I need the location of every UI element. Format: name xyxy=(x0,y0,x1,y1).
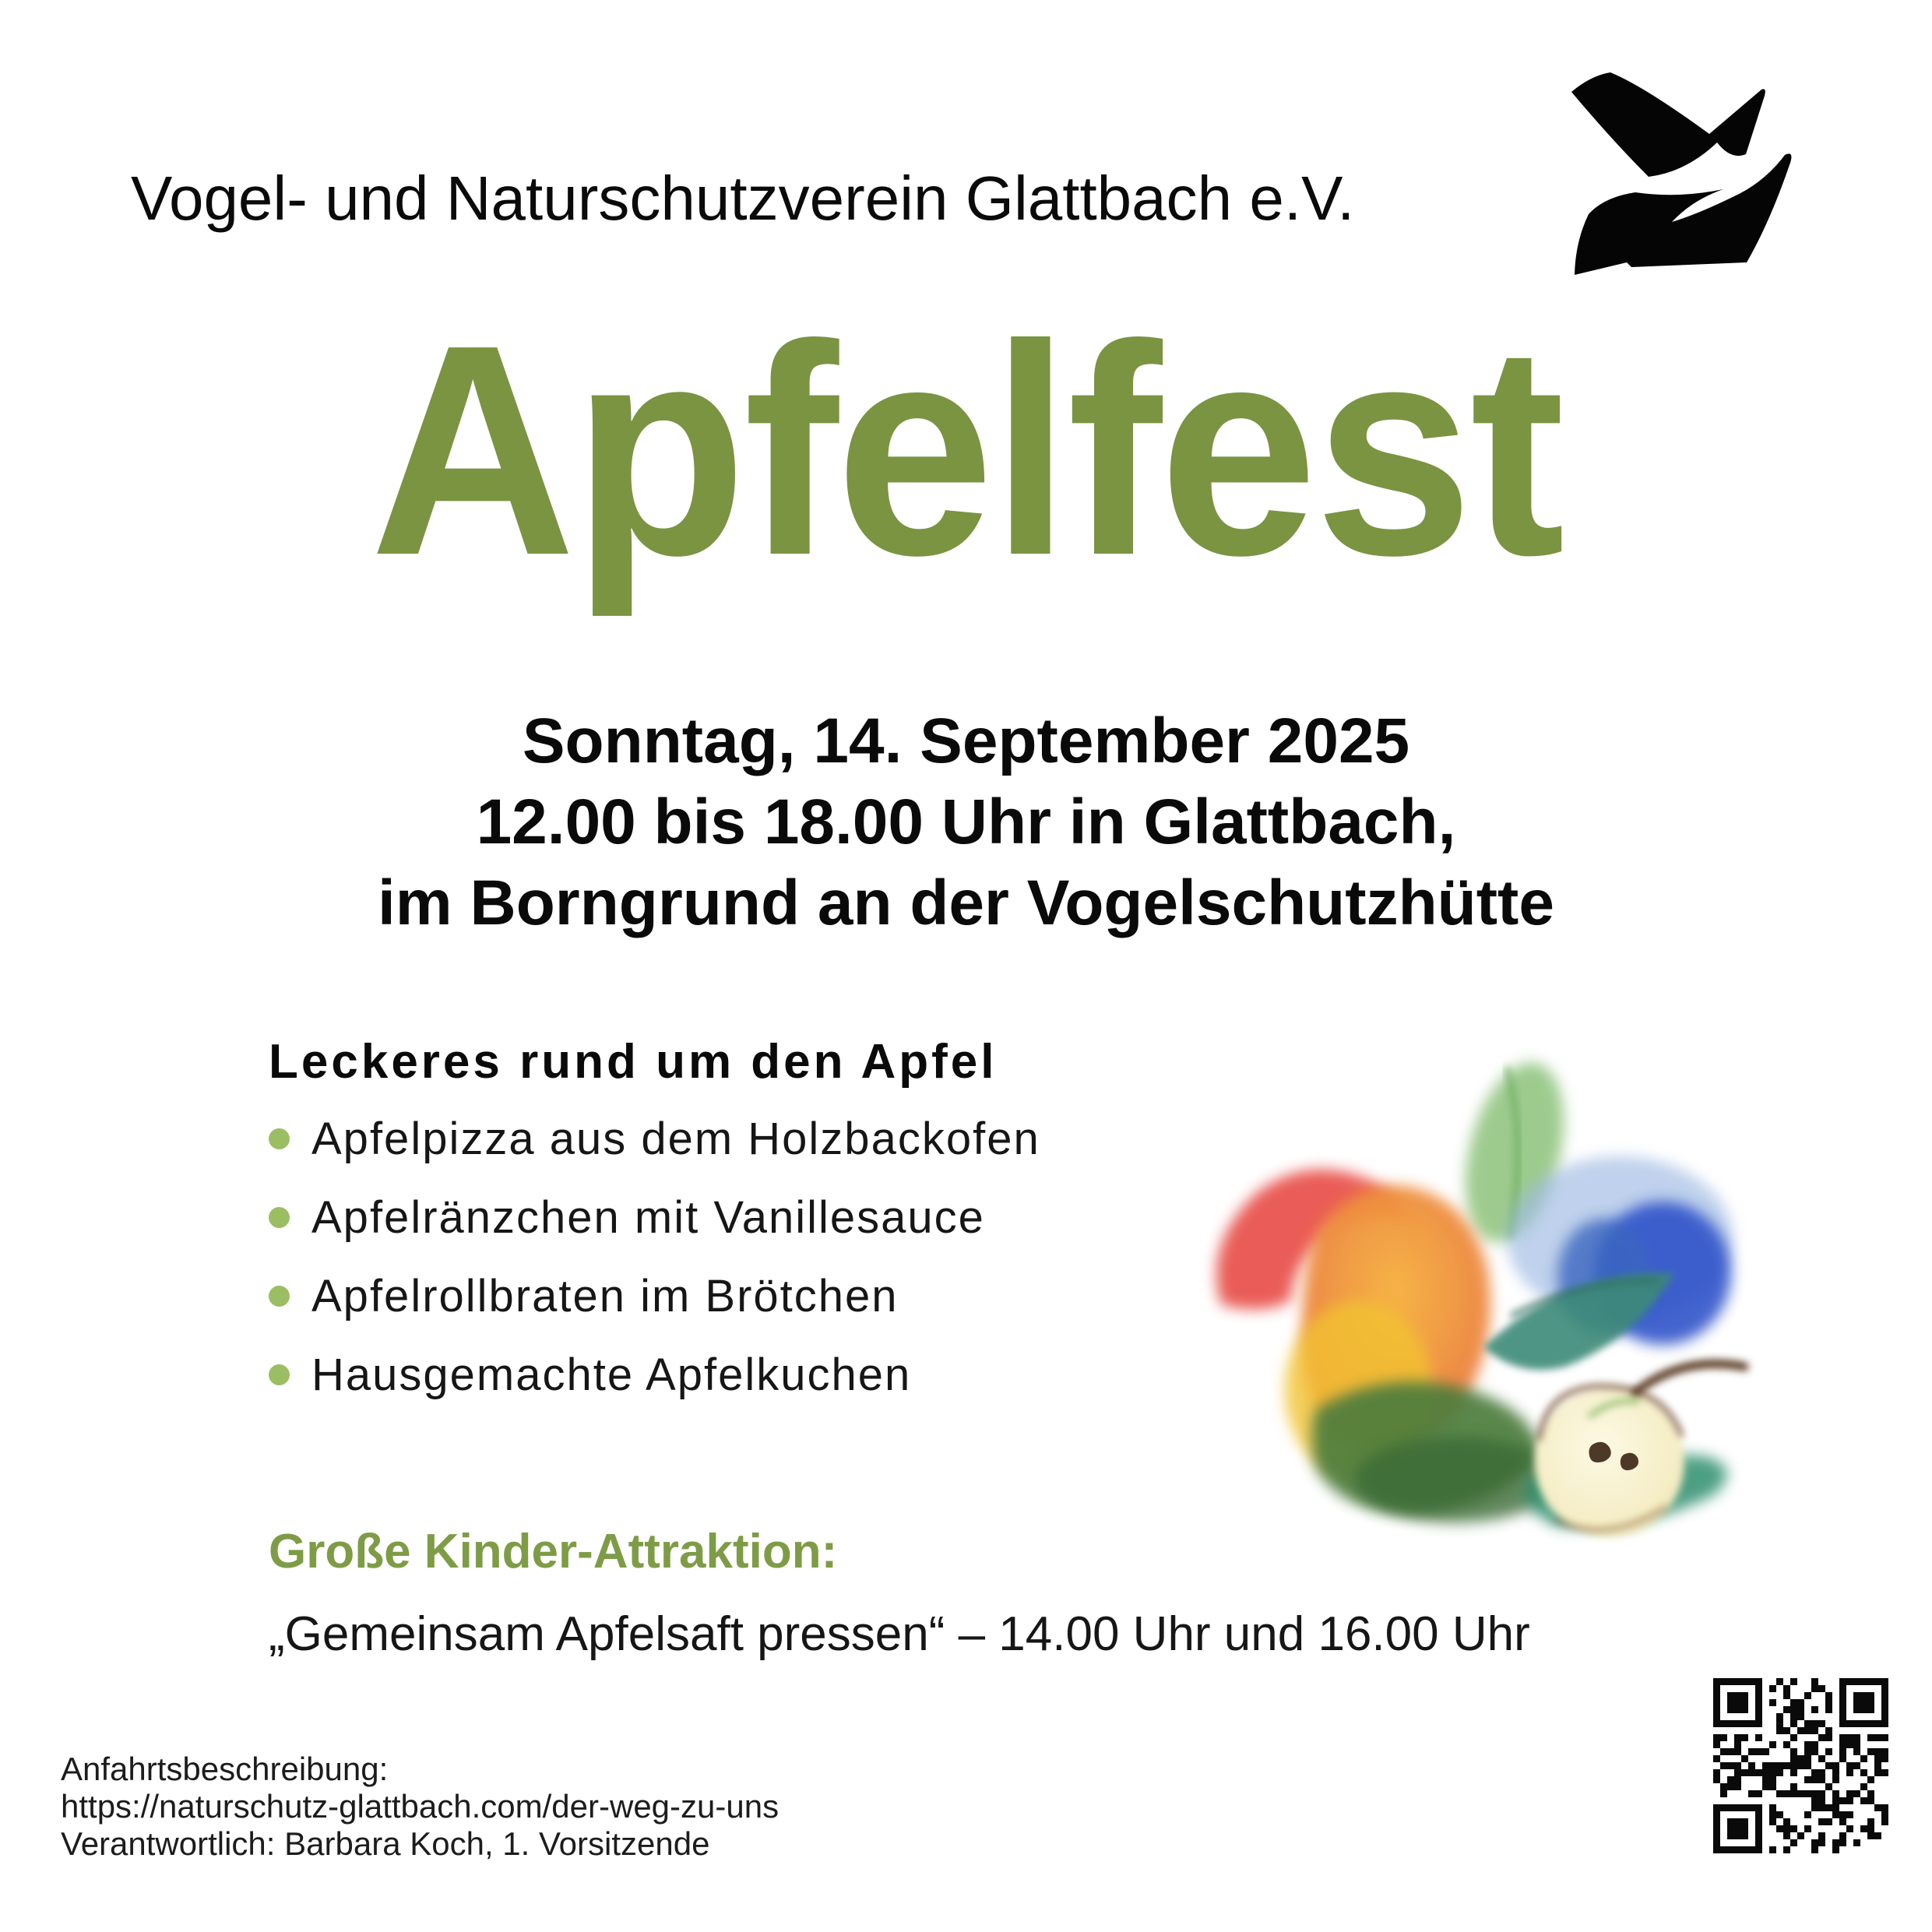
food-item-label: Apfelrollbraten im Brötchen xyxy=(311,1270,899,1321)
event-time: 12.00 bis 18.00 Uhr in Glattbach, xyxy=(476,787,1456,857)
responsible-line: Verantwortlich: Barbara Koch, 1. Vorsitzende xyxy=(61,1825,710,1862)
list-item xyxy=(269,1113,1203,1164)
food-list xyxy=(269,1113,1203,1400)
apple-watercolor-illustration xyxy=(1199,1043,1791,1557)
poster-title: Apfelfest xyxy=(370,282,1562,618)
food-section xyxy=(269,1035,1203,1400)
attraction-text: „Gemeinsam Apfelsaft pressen“ – 14.00 Uhr und 16.00 Uhr xyxy=(269,1607,1530,1661)
bullet-icon xyxy=(269,1128,290,1149)
bullet-icon xyxy=(269,1286,290,1307)
directions-label: Anfahrtsbeschreibung: xyxy=(61,1751,389,1787)
food-item-label: Apfelpizza aus dem Holzbackofen xyxy=(311,1113,1040,1164)
bullet-icon xyxy=(269,1207,290,1228)
footer-note xyxy=(61,1751,779,1863)
directions-url: https://naturschutz-glattbach.com/der-weg-zu-uns xyxy=(61,1788,779,1825)
event-details xyxy=(0,701,1932,944)
event-location: im Borngrund an der Vogelschutzhütte xyxy=(378,867,1554,938)
bullet-icon xyxy=(269,1364,290,1385)
attraction-section xyxy=(269,1525,1670,1659)
food-item-label: Hausgemachte Apfelkuchen xyxy=(311,1349,912,1400)
list-item xyxy=(269,1191,1203,1243)
list-item xyxy=(269,1349,1203,1400)
list-item xyxy=(269,1270,1203,1321)
bird-hand-logo-icon xyxy=(1569,66,1795,284)
qr-code xyxy=(1713,1678,1888,1853)
event-date: Sonntag, 14. September 2025 xyxy=(522,706,1410,776)
org-name: Vogel- und Naturschutzverein Glattbach e.V. xyxy=(131,164,1355,233)
food-heading: Leckeres rund um den Apfel xyxy=(269,1035,998,1089)
attraction-heading: Große Kinder-Attraktion: xyxy=(269,1525,838,1578)
food-item-label: Apfelränzchen mit Vanillesauce xyxy=(311,1191,985,1243)
